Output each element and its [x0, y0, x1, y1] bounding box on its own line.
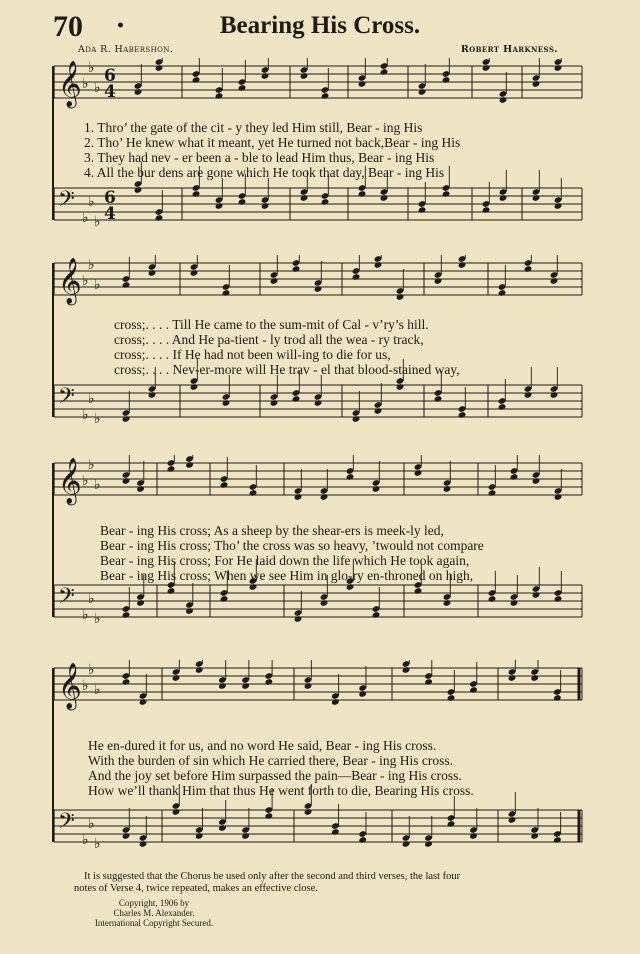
svg-text:♭: ♭ — [82, 273, 89, 289]
lyric-line: Bear - ing His cross; For He laid down the life which He took again, — [100, 553, 470, 568]
hymn-title: Bearing His Cross. — [219, 12, 421, 39]
svg-text:𝄞: 𝄞 — [58, 61, 82, 107]
music-system-2 — [52, 255, 584, 430]
svg-text:♭: ♭ — [94, 214, 101, 230]
lyric-line: How we’ll thank Him that thus He went forth to die, Bearing His cross. — [88, 783, 474, 798]
svg-text:𝄞: 𝄞 — [58, 663, 82, 709]
svg-text:♭: ♭ — [88, 662, 95, 678]
copyright-notice — [74, 898, 234, 928]
svg-text:6: 6 — [104, 66, 116, 86]
svg-text:𝄢: 𝄢 — [58, 584, 75, 614]
svg-text:♭: ♭ — [82, 210, 89, 226]
lyricist-credit: Ada R. Habershon. — [78, 44, 174, 55]
svg-text:6: 6 — [104, 188, 116, 208]
copyright-line: Charles M. Alexander. — [113, 908, 195, 918]
svg-text:𝄢: 𝄢 — [58, 187, 75, 217]
svg-text:♭: ♭ — [82, 832, 89, 848]
copyright-line: International Copyright Secured. — [94, 918, 214, 928]
lyric-line: Bear - ing His cross; As a sheep by the shear-ers is meek-ly led, — [100, 523, 444, 538]
lyric-line: Bear - ing His cross; Tho’ the cross was so heavy, ’twould not compare — [100, 538, 484, 553]
lyric-line: cross;. . . . And He pa-tient - ly trod all the wea - ry track, — [114, 332, 424, 347]
svg-text:♭: ♭ — [94, 836, 101, 852]
svg-text:♭: ♭ — [88, 457, 95, 473]
lyric-line: 2. Tho’ He knew what it meant, yet He turned not back,Bear - ing His — [84, 135, 461, 150]
page-mark: • — [116, 18, 125, 34]
music-system-4 — [52, 660, 584, 860]
lyric-line: cross;. . . . Nev-er-more will He trav - el that blood-stained way, — [114, 362, 460, 377]
lyric-line: He en-dured it for us, and no word He said, Bear - ing His cross. — [88, 738, 437, 753]
svg-text:4: 4 — [104, 82, 116, 102]
svg-text:𝄢: 𝄢 — [58, 384, 75, 414]
performance-note-line: notes of Verse 4, twice repeated, makes an effective close. — [74, 883, 318, 894]
svg-text:♭: ♭ — [94, 477, 101, 493]
lyric-line: Bear - ing His cross; When we see Him in glo-ry en-throned on high, — [100, 568, 474, 583]
svg-text:♭: ♭ — [94, 277, 101, 293]
copyright-line: Copyright, 1906 by — [118, 898, 190, 908]
svg-text:♭: ♭ — [88, 257, 95, 273]
lyric-line: With the burden of sin which He carried there, Bear - ing His cross. — [88, 753, 453, 768]
lyric-line: And the joy set before Him surpassed the pain—Bear - ing His cross. — [88, 768, 462, 783]
svg-text:♭: ♭ — [88, 194, 95, 210]
hymn-number: 70 — [53, 10, 83, 43]
svg-text:♭: ♭ — [82, 473, 89, 489]
svg-text:𝄢: 𝄢 — [58, 809, 75, 839]
svg-text:♭: ♭ — [88, 60, 95, 76]
svg-text:♭: ♭ — [94, 411, 101, 427]
svg-text:♭: ♭ — [94, 611, 101, 627]
performance-note-line: It is suggested that the Chorus be used only after the second and third verses, the last four — [84, 871, 461, 882]
svg-text:♭: ♭ — [88, 591, 95, 607]
svg-text:𝄞: 𝄞 — [58, 458, 82, 504]
svg-text:♭: ♭ — [88, 816, 95, 832]
svg-text:♭: ♭ — [82, 607, 89, 623]
music-system-3 — [52, 455, 584, 630]
lyric-line: cross;. . . . Till He came to the sum-mit of Cal - v’ry’s hill. — [114, 317, 429, 332]
performance-note — [74, 871, 584, 895]
lyric-line: 3. They had nev - er been a - ble to lead Him thus, Bear - ing His — [84, 150, 435, 165]
svg-text:♭: ♭ — [88, 391, 95, 407]
svg-text:♭: ♭ — [94, 80, 101, 96]
svg-text:4: 4 — [104, 204, 116, 224]
lyric-line: 4. All the bur dens are gone which He took that day, Bear - ing His — [84, 165, 445, 180]
svg-text:♭: ♭ — [82, 678, 89, 694]
svg-text:♭: ♭ — [82, 407, 89, 423]
music-system-1 — [52, 58, 584, 233]
svg-text:♭: ♭ — [82, 76, 89, 92]
svg-text:𝄞: 𝄞 — [58, 258, 82, 304]
composer-credit: Robert Harkness. — [460, 44, 558, 55]
svg-text:♭: ♭ — [94, 682, 101, 698]
lyric-line: cross;. . . . If He had not been will-ing to die for us, — [114, 347, 391, 362]
lyric-line: 1. Thro’ the gate of the cit - y they led Him still, Bear - ing His — [84, 120, 423, 135]
